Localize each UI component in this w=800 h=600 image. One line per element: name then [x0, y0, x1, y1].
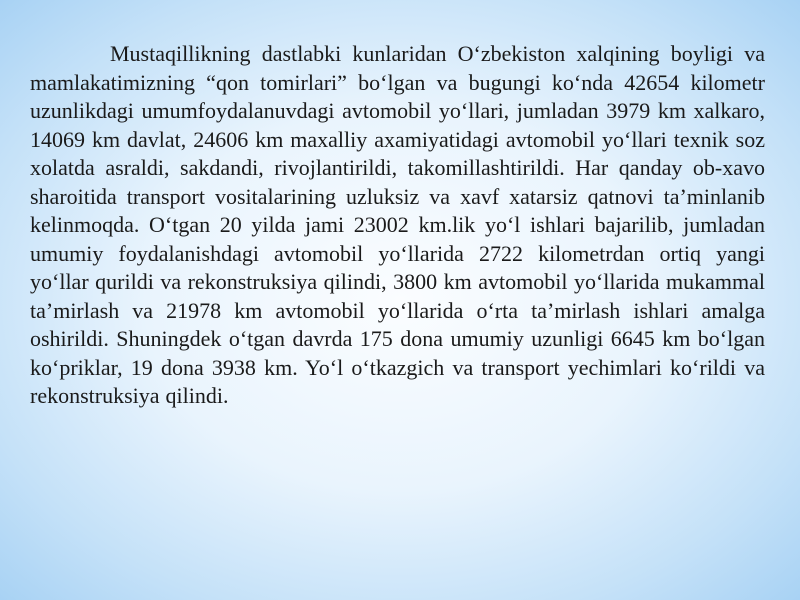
body-paragraph: Mustaqillikning dastlabki kunlaridan O‘zbekiston xalqining boyligi va mamlakatimizning “qon tomirlari” bo‘lgan va bugungi ko‘nda 42654 kilometr uzunlikdagi umumfoydalanuvdagi avtomobil yo‘llari, jumladan 3979 km xalkaro, 14069 km davlat, 24606 km maxalliy axamiyatidagi avtomobil yo‘llari texnik soz xolatda asraldi, sakdandi, rivojlantirildi, takomillashtirildi. Har qanday ob-xavo sharoitida transport vositalarining uzluksiz va xavf xatarsiz qatnovi ta’minlanib kelinmoqda. O‘tgan 20 yilda jami 23002 km.lik yo‘l ishlari bajarilib, jumladan umumiy foydalanishdagi avtomobil yo‘llarida 2722 kilometrdan ortiq yangi yo‘llar qurildi va rekonstruksiya qilindi, 3800 km avtomobil yo‘llarida mukammal ta’mirlash va 21978 km avtomobil yo‘llarida o‘rta ta’mirlash ishlari amalga oshirildi. Shuningdek o‘tgan davrda 175 dona umumiy uzunligi 6645 km bo‘lgan ko‘priklar, 19 dona 3938 km. Yo‘l o‘tkazgich va transport yechimlari ko‘rildi va rekonstruksiya qilindi.: [30, 41, 765, 408]
text-frame: [30, 40, 765, 411]
